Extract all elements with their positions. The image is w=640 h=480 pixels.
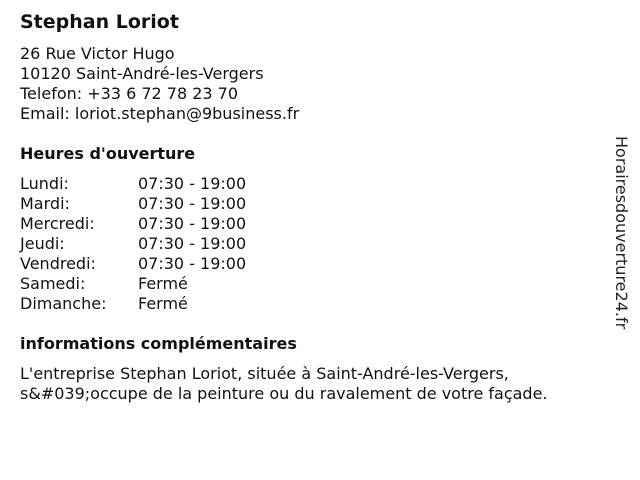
day-hours: Fermé: [138, 274, 188, 293]
hours-row-saturday: [20, 274, 600, 294]
hours-heading: Heures d'ouverture: [20, 144, 196, 163]
hours-row-sunday: [20, 294, 600, 314]
day-label: Samedi:: [20, 274, 86, 293]
hours-row-thursday: [20, 234, 600, 254]
hours-table: [20, 174, 600, 314]
day-label: Lundi:: [20, 174, 69, 193]
day-label: Vendredi:: [20, 254, 96, 273]
phone-number: Telefon: +33 6 72 78 23 70: [20, 84, 239, 103]
day-label: Jeudi:: [20, 234, 65, 253]
day-hours: 07:30 - 19:00: [138, 174, 247, 193]
hours-row-wednesday: [20, 214, 600, 234]
day-label: Mercredi:: [20, 214, 95, 233]
hours-row-monday: [20, 174, 600, 194]
info-heading: informations complémentaires: [20, 334, 297, 353]
site-watermark: Horairesdouverture24.fr: [612, 136, 631, 330]
day-hours: 07:30 - 19:00: [138, 254, 247, 273]
hours-row-tuesday: [20, 194, 600, 214]
address-street: 26 Rue Victor Hugo: [20, 44, 175, 63]
day-label: Mardi:: [20, 194, 70, 213]
day-hours: 07:30 - 19:00: [138, 234, 247, 253]
address-city: 10120 Saint-André-les-Vergers: [20, 64, 264, 83]
hours-row-friday: [20, 254, 600, 274]
business-name: Stephan Loriot: [20, 11, 179, 33]
info-description: L'entreprise Stephan Loriot, située à Saint-André-les-Vergers, s&#039;occupe de la peinture ou du ravalement de votre façade.: [20, 364, 548, 403]
day-hours: 07:30 - 19:00: [138, 194, 247, 213]
day-hours: 07:30 - 19:00: [138, 214, 247, 233]
day-label: Dimanche:: [20, 294, 107, 313]
contact-block: [20, 44, 600, 124]
day-hours: Fermé: [138, 294, 188, 313]
email-address: Email: loriot.stephan@9business.fr: [20, 104, 300, 123]
business-card: [20, 10, 600, 404]
